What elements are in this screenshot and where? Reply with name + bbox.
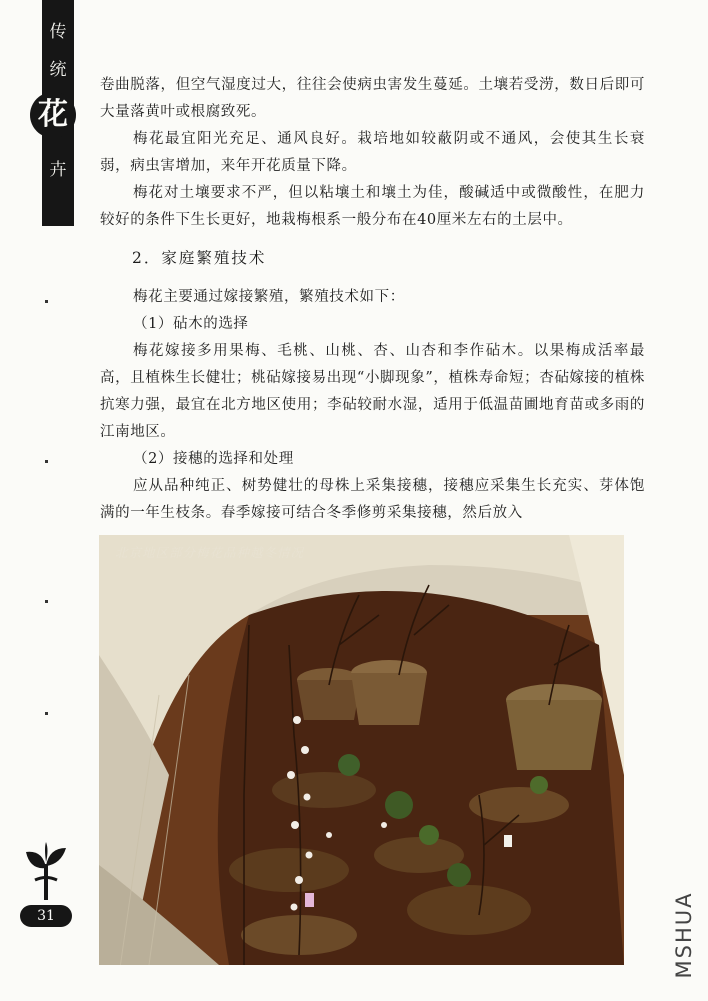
photo-caption: 北京地区部分梅花品种越冬情况: [115, 545, 305, 560]
paragraph: 梅花嫁接多用果梅、毛桃、山桃、杏、山杏和李作砧木。以果梅成活率最高，且植株生长健壮；桃砧嫁接易出现“小脚现象”，植株寿命短；杏砧嫁接的植株抗寒力强，最宜在北方地区使用；李砧较耐水湿，适用于低温苗圃地育苗或多雨的江南地区。: [100, 343, 645, 440]
margin-dot: [45, 600, 48, 603]
photo-illustration: [99, 535, 624, 965]
side-tab-char-4: 卉: [49, 160, 67, 180]
margin-dot: [45, 712, 48, 715]
subheading: （1）砧木的选择: [133, 316, 249, 332]
paragraph: 卷曲脱落，但空气湿度过大，往往会使病虫害发生蔓延。土壤若受涝，数日后即可大量落黄叶或根腐致死。: [100, 77, 645, 120]
page-number: 31: [20, 905, 72, 927]
paragraph: 梅花主要通过嫁接繁殖，繁殖技术如下：: [133, 289, 405, 305]
watermark-text: MSHUA: [672, 891, 696, 979]
body-text: [100, 72, 645, 527]
side-tab-char-2: 统: [49, 60, 67, 80]
side-tab-big-char: 花: [30, 92, 76, 138]
plum-bonsai-photo: [99, 535, 624, 965]
watermark: [659, 880, 708, 990]
subheading: （2）接穗的选择和处理: [133, 451, 294, 467]
margin-dot: [45, 460, 48, 463]
section-heading: 2．家庭繁殖技术: [132, 249, 267, 267]
margin-dot: [45, 300, 48, 303]
side-tab-char-1: 传: [49, 22, 67, 42]
sprout-icon: [25, 842, 67, 906]
paragraph: 梅花对土壤要求不严，但以粘壤土和壤土为佳，酸碱适中或微酸性，在肥力较好的条件下生长更好，地栽梅根系一般分布在40厘米左右的土层中。: [100, 185, 645, 228]
paragraph: 梅花最宜阳光充足、通风良好。栽培地如较蔽阴或不通风，会使其生长衰弱，病虫害增加，来年开花质量下降。: [100, 131, 645, 174]
paragraph: 应从品种纯正、树势健壮的母株上采集接穗，接穗应采集生长充实、芽体饱满的一年生枝条。春季嫁接可结合冬季修剪采集接穗，然后放入: [100, 478, 645, 521]
